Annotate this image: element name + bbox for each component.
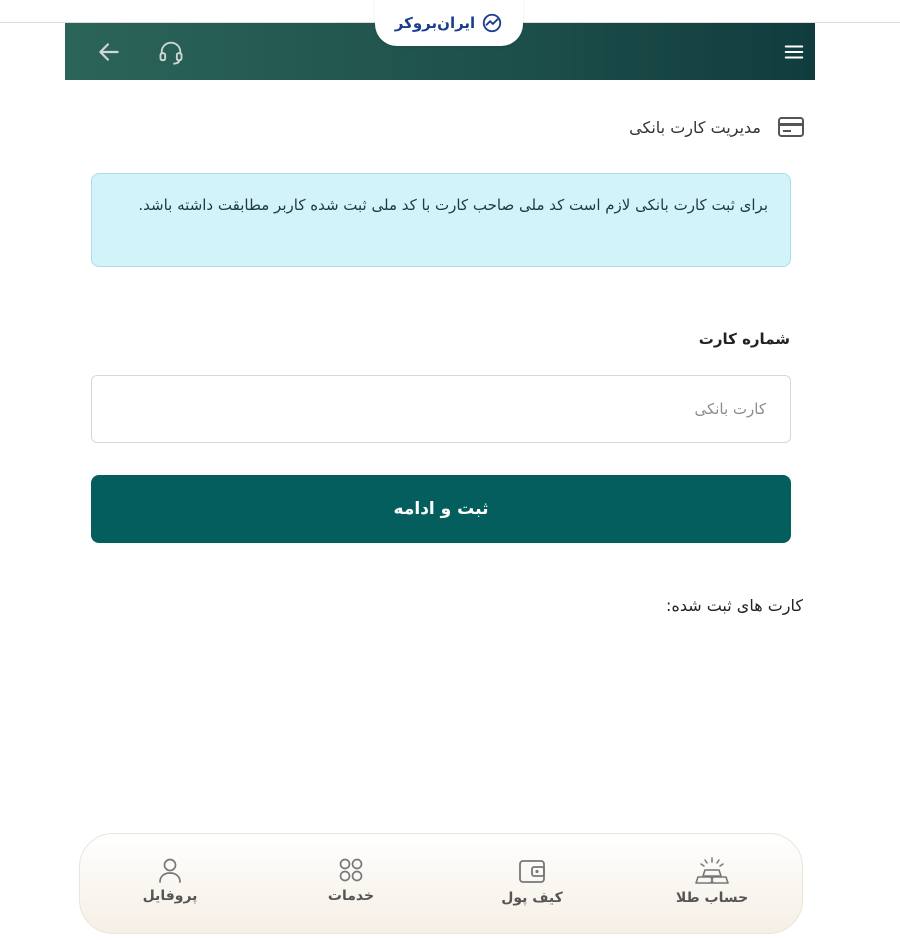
info-alert: برای ثبت کارت بانکی لازم است کد ملی صاحب کارت با کد ملی ثبت شده کاربر مطابقت داشته باشد. [91, 173, 791, 267]
menu-button[interactable] [777, 23, 811, 80]
headset-icon [157, 38, 185, 66]
grid-icon [337, 856, 365, 884]
bottom-navigation [79, 833, 803, 934]
nav-label-services: خدمات [327, 888, 375, 904]
nav-label-gold: حساب طلا [675, 890, 749, 906]
user-icon [156, 856, 184, 884]
back-button[interactable] [92, 23, 126, 80]
credit-card-icon [777, 115, 805, 139]
registered-cards-title: کارت های ثبت شده: [666, 596, 803, 615]
wallet-icon [517, 856, 547, 886]
nav-item-profile[interactable] [110, 856, 230, 904]
card-number-label: شماره کارت [698, 330, 790, 348]
submit-continue-button[interactable]: ثبت و ادامه [91, 475, 791, 543]
nav-label-wallet: کیف پول [501, 890, 563, 906]
brand-logo[interactable] [375, 0, 523, 46]
gold-bars-icon [695, 856, 729, 886]
support-button[interactable] [154, 23, 188, 80]
card-number-input[interactable] [91, 375, 791, 443]
nav-item-services[interactable] [291, 856, 411, 904]
logo-chart-icon [481, 12, 503, 34]
arrow-left-icon [96, 39, 122, 65]
nav-item-gold-account[interactable] [652, 856, 772, 906]
logo-text: ایران‌بروکر [394, 14, 476, 32]
nav-label-profile: پروفایل [142, 888, 198, 904]
page-title: مدیریت کارت بانکی [629, 117, 761, 137]
page-title-row [629, 115, 805, 139]
hamburger-menu-icon [783, 41, 805, 63]
nav-item-wallet[interactable] [472, 856, 592, 906]
